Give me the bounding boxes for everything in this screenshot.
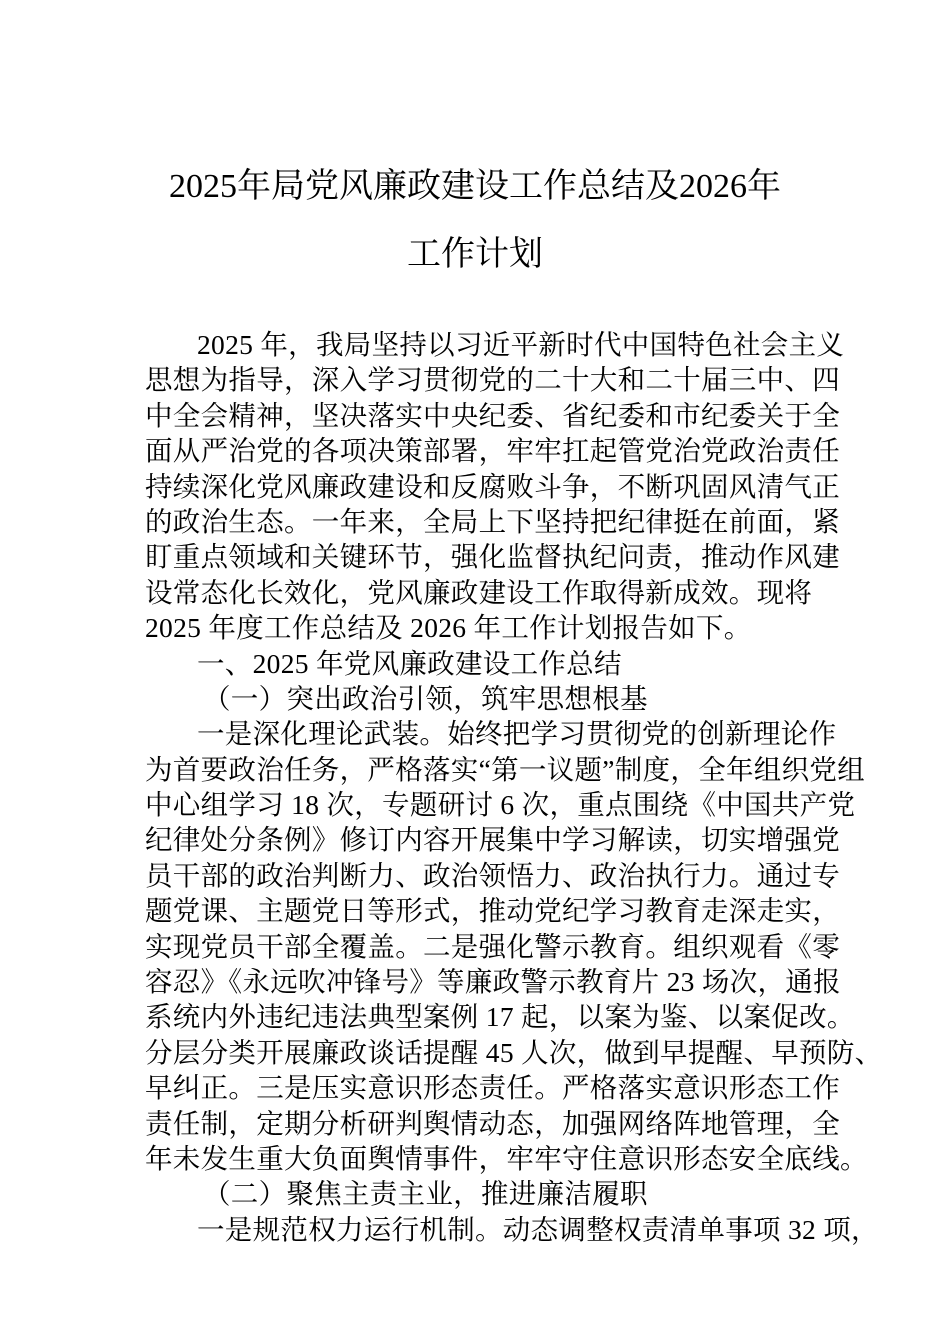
- text-line: 2025 年度工作总结及 2026 年工作计划报告如下。: [145, 612, 752, 644]
- paragraph: [145, 1176, 825, 1211]
- paragraph: [145, 327, 845, 646]
- text-line: 2025 年，我局坚持以习近平新时代中国特色社会主义: [197, 329, 845, 360]
- paragraph: [145, 646, 825, 681]
- document-title-line-2: 工作计划: [407, 236, 543, 273]
- text-line: 员干部的政治判断力、政治领悟力、政治执行力。通过专: [145, 859, 840, 891]
- text-line: 年未发生重大负面舆情事件，牢牢守住意识形态安全底线。: [145, 1142, 868, 1174]
- paragraph: [145, 1212, 879, 1247]
- text-line: 系统内外违纪违法典型案例 17 起，以案为鉴、以案促改。: [145, 1001, 855, 1033]
- document-title-line-1: 2025年局党风廉政建设工作总结及2026年: [169, 168, 781, 205]
- text-line: 纪律处分条例》修订内容开展集中学习解读，切实增强党: [145, 824, 840, 856]
- text-line: 容忍》《永远吹冲锋号》等廉政警示教育片 23 场次，通报: [145, 966, 841, 998]
- paragraph: [145, 681, 825, 716]
- text-line: 一、2025 年党风廉政建设工作总结: [197, 647, 622, 679]
- text-line: 面从严治党的各项决策部署，牢牢扛起管党治党政治责任: [145, 435, 840, 467]
- paragraph: [145, 716, 883, 1176]
- text-line: 盯重点领域和关键环节，强化监督执纪问责，推动作风建: [145, 541, 840, 573]
- text-line: 实现党员干部全覆盖。二是强化警示教育。组织观看《零: [145, 930, 840, 962]
- text-line: 思想为指导，深入学习贯彻党的二十大和二十届三中、四: [145, 364, 840, 396]
- text-line: 设常态化长效化，党风廉政建设工作取得新成效。现将: [145, 576, 813, 608]
- text-line: （二）聚焦主责主业，推进廉洁履职: [203, 1178, 648, 1210]
- text-line: 题党课、主题党日等形式，推动党纪学习教育走深走实，: [145, 895, 840, 927]
- text-line: 中全会精神，坚决落实中央纪委、省纪委和市纪委关于全: [145, 399, 840, 431]
- text-line: （一）突出政治引领，筑牢思想根基: [203, 682, 648, 714]
- text-line: 早纠正。三是压实意识形态责任。严格落实意识形态工作: [145, 1072, 840, 1104]
- text-line: 一是深化理论武装。始终把学习贯彻党的创新理论作: [197, 718, 837, 750]
- text-line: 的政治生态。一年来，全局上下坚持把纪律挺在前面，紧: [145, 505, 840, 537]
- document-body: [145, 327, 883, 1247]
- text-line: 责任制，定期分析研判舆情动态，加强网络阵地管理，全: [145, 1107, 840, 1139]
- text-line: 中心组学习 18 次，专题研讨 6 次，重点围绕《中国共产党: [145, 789, 856, 821]
- text-line: 为首要政治任务，严格落实“第一议题”制度，全年组织党组: [145, 753, 866, 785]
- text-line: 分层分类开展廉政谈话提醒 45 人次，做到早提醒、早预防、: [145, 1036, 883, 1068]
- text-line: 持续深化党风廉政建设和反腐败斗争，不断巩固风清气正: [145, 470, 840, 502]
- text-line: 一是规范权力运行机制。动态调整权责清单事项 32 项，: [197, 1213, 879, 1245]
